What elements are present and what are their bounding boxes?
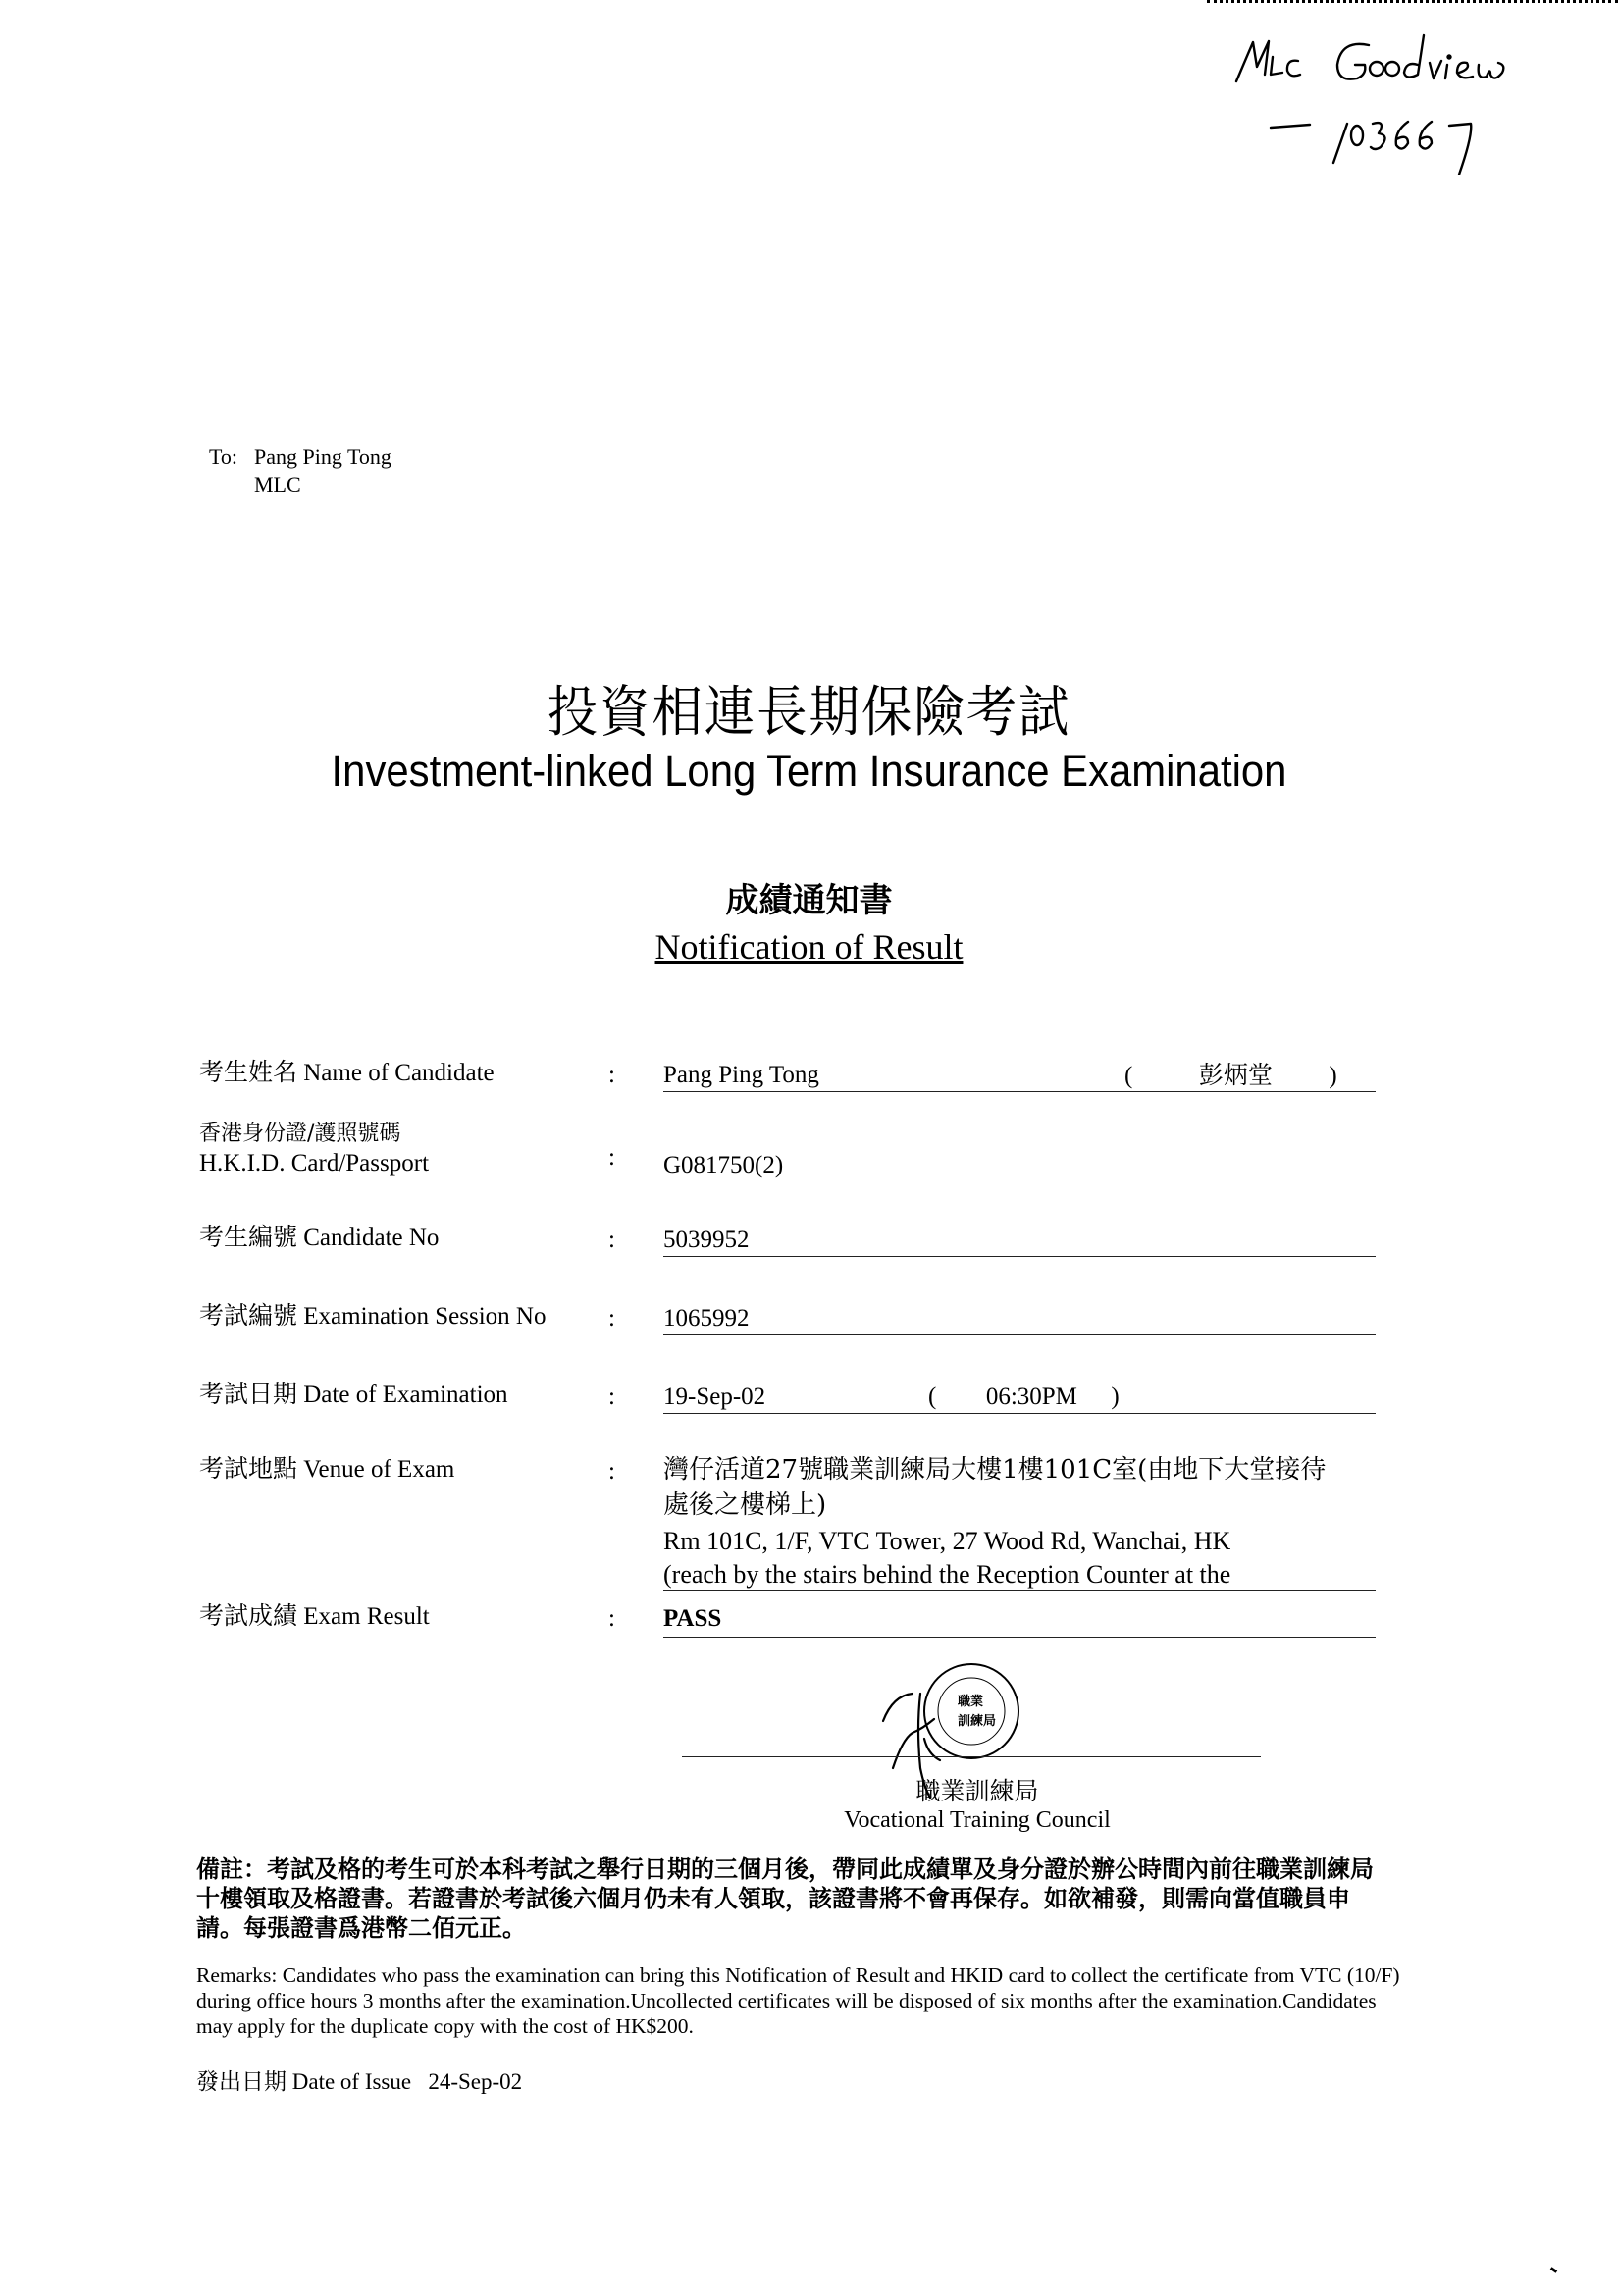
colon: : (608, 1458, 615, 1485)
underline (663, 1256, 1376, 1257)
underline (663, 1637, 1376, 1638)
exam-time-group (928, 1382, 1120, 1413)
close-paren: ) (1111, 1383, 1120, 1410)
issuer-name-english: Vocational Training Council (844, 1807, 1111, 1833)
hkid-label-english: H.K.I.D. Card/Passport (199, 1150, 430, 1176)
svg-text:職業: 職業 (958, 1695, 984, 1709)
subtitle-chinese: 成績通知書 (725, 881, 893, 920)
colon: : (608, 1062, 615, 1088)
colon: : (608, 1305, 615, 1331)
exam-result-value: PASS (663, 1605, 722, 1632)
underline (663, 1413, 1376, 1414)
scan-edge-line (1207, 0, 1618, 6)
addressee-company: MLC (254, 472, 301, 496)
session-no-label: 考試編號 Examination Session No (199, 1303, 547, 1330)
scan-speck (1550, 2267, 1557, 2272)
to-label: To: (209, 444, 238, 469)
venue-value-chinese: 灣仔活道27號職業訓練局大樓1樓101C室(由地下大堂接待處後之樓梯上) (663, 1455, 1327, 1520)
title-english: Investment-linked Long Term Insurance Examination (331, 746, 1287, 796)
date-of-issue (196, 2063, 522, 2096)
hkid-value: G081750(2) (663, 1152, 784, 1178)
exam-time-value: 06:30PM (985, 1383, 1077, 1410)
venue-value-english-line2: (reach by the stairs behind the Reception Counter at the (663, 1560, 1231, 1589)
remarks-english: Remarks: Candidates who pass the examination can bring this Notification of Result and HKID card to collect the certificate from VTC (10/F) during office hours 3 months after the examination.Uncollected certificates will be disposed of six months after the examination.Candidates may apply for the duplicate copy with the cost of HK$200. (196, 1963, 1400, 2038)
addressee-block (209, 444, 391, 498)
candidate-chinese-name: 彭炳堂 (1198, 1061, 1273, 1089)
session-no-value: 1065992 (663, 1305, 750, 1331)
close-paren: ) (1329, 1063, 1337, 1089)
underline (663, 1091, 1376, 1092)
candidate-name-label: 考生姓名 Name of Candidate (199, 1060, 495, 1086)
venue-value-english-line1: Rm 101C, 1/F, VTC Tower, 27 Wood Rd, Wanchai, HK (663, 1527, 1231, 1555)
exam-date-label: 考試日期 Date of Examination (199, 1382, 508, 1408)
hkid-label-chinese: 香港身份證/護照號碼 (199, 1122, 401, 1146)
open-paren: ( (928, 1383, 937, 1410)
remarks-chinese: 備註：考試及格的考生可於本科考試之舉行日期的三個月後，帶同此成績單及身分證於辦公時間內前往職業訓練局十樓領取及格證書。若證書於考試後六個月仍未有人領取，該證書將不會再保存。如欲補發，則需向當值職員申請。每張證書爲港幣二佰元正。 (196, 1855, 1374, 1942)
colon: : (608, 1605, 615, 1632)
venue-label: 考試地點 Venue of Exam (199, 1456, 455, 1483)
underline (663, 1590, 1376, 1591)
signature-line (682, 1756, 1261, 1757)
colon: : (608, 1226, 615, 1253)
date-of-issue-value: 24-Sep-02 (428, 2069, 523, 2094)
handwritten-note (1231, 27, 1585, 175)
candidate-no-value: 5039952 (663, 1226, 750, 1253)
addressee-name: Pang Ping Tong (254, 444, 391, 469)
colon: : (608, 1383, 615, 1410)
candidate-chinese-name-group (1124, 1060, 1337, 1092)
colon: : (608, 1144, 615, 1171)
svg-text:訓練局: 訓練局 (958, 1714, 997, 1729)
candidate-no-label: 考生編號 Candidate No (199, 1225, 440, 1251)
candidate-name-value: Pang Ping Tong (663, 1062, 819, 1088)
title-chinese: 投資相連長期保險考試 (547, 681, 1071, 745)
subtitle-english: Notification of Result (654, 927, 964, 966)
open-paren: ( (1124, 1063, 1133, 1089)
underline (663, 1334, 1376, 1335)
issuer-name-chinese: 職業訓練局 (915, 1777, 1039, 1805)
exam-date-value: 19-Sep-02 (663, 1383, 766, 1410)
date-of-issue-label: 發出日期 Date of Issue (196, 2069, 412, 2094)
exam-result-label: 考試成績 Exam Result (199, 1603, 430, 1630)
